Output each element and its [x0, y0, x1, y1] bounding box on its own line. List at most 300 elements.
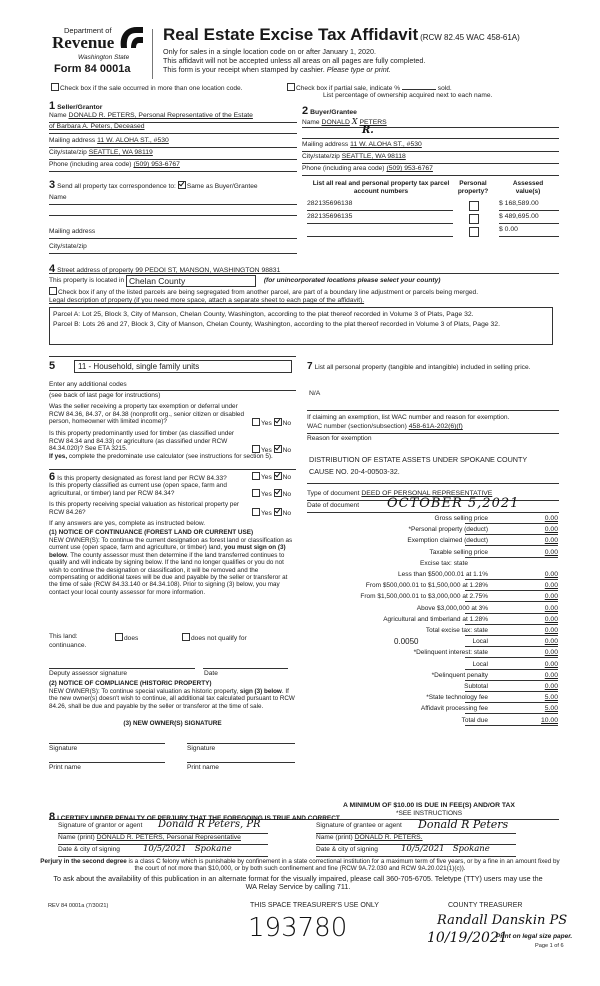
personal-property-line: [307, 410, 559, 411]
section6-q1-text: Is this property designated as forest land per RCW 84.33?: [57, 475, 227, 482]
parcel-assessed[interactable]: $ 0.00: [499, 226, 559, 237]
seller-city-label: City/state/zip: [49, 149, 87, 156]
correspondence-heading: [49, 179, 258, 191]
tax-local-row: [300, 638, 558, 648]
tax-row: [300, 549, 558, 559]
owner-signature-line-1[interactable]: [49, 743, 165, 744]
doc-date-label: Date of document: [307, 502, 360, 509]
owner-print-line-2[interactable]: [187, 762, 295, 763]
tax-row-leader: [465, 523, 489, 524]
seller-name-line-2: [49, 123, 297, 134]
doc-date-field[interactable]: OCTOBER 5,2021: [387, 496, 520, 511]
buyer-name-initial: R.: [362, 125, 374, 136]
tax-row-label: Local: [472, 660, 488, 668]
agency-line1: Department of: [64, 26, 112, 35]
buyer-name-last[interactable]: PETERS: [359, 119, 387, 126]
tax-row-value[interactable]: 0.00: [544, 660, 558, 668]
notice2-text-b: . If the new owner(s) doesn't wish to continue, all additional tax calculated pursuant to RCW 84.26, shall be due and payable by the seller or transferor at the time of sale.: [49, 688, 295, 710]
tax-row-line: [489, 635, 558, 636]
tax-row: [300, 571, 558, 581]
grantee-name-field[interactable]: DONALD R. PETERS.: [354, 834, 423, 841]
tax-row: [300, 616, 558, 626]
tax-row-label: Less than $500,000.01 at 1.1%: [398, 571, 488, 578]
owner-print-label-1: Print name: [49, 764, 81, 771]
tax-row: [300, 593, 558, 603]
grantor-signature-line: [58, 819, 268, 834]
grantee-signature[interactable]: Donald R Peters: [418, 818, 509, 831]
deputy-signature-label: Deputy assessor signature: [49, 670, 128, 677]
q1-no-checkbox[interactable]: [274, 418, 282, 426]
does-qualify-checkbox[interactable]: [115, 633, 123, 641]
seller-mailing-line: [49, 137, 297, 148]
property-street-label: Street address of property: [57, 267, 134, 274]
tax-row-value[interactable]: 0.00: [544, 615, 558, 623]
tax-row-line: [489, 601, 558, 602]
alt-format-notice: To ask about the availability of this publication in an alternate format for the visually impaired, please call 360-705-6705. Teletype (TTY) users may use the WA Relay Service by calling 711.: [53, 874, 543, 891]
notice2-body: [49, 688, 296, 710]
tax-row-leader: [465, 590, 489, 591]
tax-row-value[interactable]: 0.00: [544, 604, 558, 612]
tax-row-label: Total excise tax: state: [425, 627, 488, 634]
grantor-signature[interactable]: Donald R Peters, PR: [158, 819, 261, 830]
does-label: does: [124, 635, 139, 642]
grantor-name-label: Name (print): [58, 834, 95, 841]
parcel-row: [307, 213, 559, 224]
correspondence-section-number: 3: [49, 179, 56, 191]
tax-row-label: Exemption claimed (deduct): [407, 537, 488, 545]
receipt-number: 193780: [248, 913, 348, 943]
doc-date-line: [307, 496, 559, 513]
section8-heading-text: I CERTIFY UNDER PENALTY OF PERJURY THAT THE FOREGOING IS TRUE AND CORRECT: [57, 815, 340, 822]
does-not-checkbox-row[interactable]: [182, 633, 247, 642]
agency-logo: [52, 26, 144, 78]
does-checkbox-row[interactable]: [115, 633, 138, 642]
tax-row-leader: [465, 680, 489, 681]
section5-number-text: 5: [49, 360, 56, 372]
tax-row-label: *State technology fee: [426, 694, 488, 702]
buyer-section-number: 2: [302, 105, 309, 117]
tax-row-label: From $1,500,000.01 to $3,000,000 at 2.75%: [360, 593, 488, 601]
tax-row-value[interactable]: 0.00: [544, 571, 558, 578]
seller-name-field-2[interactable]: of Barbara A. Peters, Deceased: [49, 123, 145, 130]
section6-q3: [49, 501, 249, 516]
property-street-field[interactable]: 99 PEDOI ST, MANSON, WASHINGTON 98831: [135, 267, 281, 274]
tax-row-line: [489, 545, 558, 546]
owner-print-line-1[interactable]: [49, 762, 165, 763]
tax-row-leader: [465, 601, 489, 602]
revenue-logo-icon: [117, 24, 145, 52]
section5-q1-text: Was the seller receiving a property tax exemption or deferral under RCW 84.36, 84.37, or 84.38 (nonprofit org., senior citizen or disabled person, homeowner with limited income)?: [49, 403, 245, 426]
tax-row-line: [489, 725, 558, 726]
q2-note-bold: If yes,: [49, 453, 68, 460]
section6-q2: [49, 482, 249, 497]
tax-row-value[interactable]: 0.00: [544, 627, 558, 634]
tax-row-leader: [465, 702, 489, 703]
section5-q2-text: Is this property predominantly used for timber (as classified under RCW 84.34 and 84.33) or agriculture (as classified under RCW 84.34.020)? See ETA 3215.: [49, 430, 235, 453]
tax-row-label: *Delinquent interest: state: [413, 649, 488, 657]
tax-row-value[interactable]: 0.00: [544, 582, 558, 590]
tax-row-label: Above $3,000,000 at 3%: [416, 604, 488, 612]
excise-state-heading: Excise tax: state: [419, 559, 468, 567]
section6-q3-answer: [252, 508, 291, 517]
property-county-row: [49, 275, 440, 287]
tax-row-label: *Delinquent penalty: [431, 671, 488, 679]
tax-row-leader: [465, 534, 489, 535]
no-label: No: [282, 447, 292, 454]
grantor-signature-label: Signature of grantor or agent: [58, 822, 143, 829]
seller-phone-label: Phone (including area code): [49, 161, 132, 168]
parcel-col-account: List all real and personal property tax parcel account numbers: [312, 180, 450, 195]
tax-row-line: [489, 590, 558, 591]
page-number: Page 1 of 6: [535, 943, 564, 949]
no-label: No: [282, 510, 292, 517]
tax-row-line: [489, 669, 558, 670]
owner-signature-label-2: Signature: [187, 745, 216, 752]
tax-row-value[interactable]: 0.00: [544, 649, 558, 657]
correspondence-mailing-line: [49, 228, 297, 239]
buyer-mailing-label: Mailing address: [302, 141, 349, 148]
section5-q2: [49, 430, 244, 453]
notice2-text-a: NEW OWNER(S): To continue special valuation as historic property,: [49, 688, 239, 695]
notice3-title: (3) NEW OWNER(S) SIGNATURE: [123, 720, 222, 727]
tax-row-value[interactable]: 0.00: [544, 515, 558, 522]
minimum-due-note: A MINIMUM OF $10.00 IS DUE IN FEE(S) AND/OR TAX: [343, 802, 515, 809]
see-instructions-note: *SEE INSTRUCTIONS: [395, 810, 463, 817]
grantee-signature-line: [316, 818, 516, 834]
owner-signature-label-1: Signature: [49, 745, 78, 752]
seller-phone-field[interactable]: (509) 953-6767: [133, 161, 180, 168]
seller-section-number: 1: [49, 100, 56, 112]
tax-row-value[interactable]: 0.00: [544, 548, 558, 556]
notice1-bold: you must sign on (3) below: [49, 544, 286, 559]
buyer-name-strikeout: X: [351, 117, 358, 126]
yes-label: Yes: [261, 510, 272, 517]
deputy-signature-line[interactable]: [49, 668, 195, 669]
yes-label: Yes: [261, 491, 272, 498]
section6-divider: [49, 469, 296, 470]
perjury-bold: Perjury in the second degree: [40, 858, 127, 865]
local-label: Local: [472, 638, 488, 646]
segregated-label: Check box if any of the listed parcels are being segregated from another parcel, are part of a boundary line adjustment or parcels being merged.: [58, 289, 479, 296]
continuance-label: continuance.: [49, 642, 87, 649]
tax-row-leader: [465, 557, 489, 558]
property-street-line: [49, 263, 559, 274]
header-note-3: [163, 65, 391, 74]
form-title-text: Real Estate Excise Tax Affidavit: [163, 25, 419, 44]
grantor-date-line: [58, 846, 268, 857]
tax-row-line: [489, 713, 558, 714]
grantee-date-field[interactable]: 10/5/2021 Spokane: [401, 844, 490, 854]
tax-row: [300, 582, 558, 592]
parcel-personal-checkbox[interactable]: [469, 214, 479, 224]
tax-row-line: [489, 534, 558, 535]
grantee-signature-label: Signature of grantee or agent: [316, 822, 402, 829]
q1-yes-checkbox[interactable]: [252, 418, 260, 426]
deputy-date-label: Date: [204, 670, 218, 677]
tax-row-line: [489, 579, 558, 580]
seller-city-field[interactable]: SEATTLE, WA 98119: [88, 149, 153, 156]
tax-row-leader: [465, 635, 489, 636]
grantee-name-label: Name (print): [316, 834, 353, 841]
partial-sale-checkbox-row[interactable]: [287, 83, 452, 92]
section6-q2-text: Is this property classified as current use (open space, farm and agricultural, or timber) land per RCW 84.34?: [49, 482, 227, 497]
form-citation: (RCW 82.45 WAC 458-61A): [420, 33, 520, 42]
multi-location-checkbox-row[interactable]: [51, 83, 243, 92]
tax-row-value[interactable]: 0.00: [544, 537, 558, 545]
tax-row: [300, 661, 558, 671]
seller-heading-text: Seller/Grantor: [57, 104, 103, 111]
tax-row-leader: [465, 657, 489, 658]
buyer-city-line: [302, 153, 559, 164]
parcel-col-assessed: Assessed value(s): [512, 180, 544, 195]
tax-row-value[interactable]: 0.00: [544, 593, 558, 601]
deputy-date-line[interactable]: [203, 668, 288, 669]
tax-row: [300, 526, 558, 536]
tax-row-label: Total due: [461, 716, 488, 724]
tax-row-label: Affidavit processing fee: [420, 705, 488, 713]
tax-row-value[interactable]: 5.00: [544, 705, 558, 713]
exemption-note: If claiming an exemption, list WAC number and reason for exemption.: [307, 414, 510, 421]
seller-mailing-label: Mailing address: [49, 137, 96, 144]
forest-no-checkbox[interactable]: [274, 472, 282, 480]
q2-yes-checkbox[interactable]: [252, 445, 260, 453]
reason-label: Reason for exemption: [307, 435, 372, 442]
doc-type-field[interactable]: DEED OF PERSONAL REPRESENTATIVE: [361, 490, 493, 497]
section6-instructions: If any answers are yes, complete as instructed below.: [49, 520, 206, 527]
parcel-personal-checkbox[interactable]: [469, 227, 479, 237]
partial-sale-checkbox[interactable]: [287, 83, 295, 91]
parcel-row: [307, 200, 559, 211]
buyer-city-field[interactable]: SEATTLE, WA 98118: [341, 153, 406, 160]
yes-label: Yes: [261, 474, 272, 481]
yes-label: Yes: [261, 420, 272, 427]
ownership-note: List percentage of ownership acquired next to each name.: [323, 92, 493, 99]
historic-yes-checkbox[interactable]: [252, 508, 260, 516]
grantor-name-field[interactable]: DONALD R. PETERS, Personal Representative: [96, 834, 241, 841]
tax-row-line: [489, 646, 558, 647]
agency-line2: Revenue: [52, 33, 115, 52]
tax-row-label: *Personal property (deduct): [408, 526, 488, 534]
tax-row-leader: [465, 545, 489, 546]
county-select[interactable]: Chelan County: [126, 275, 256, 287]
grantee-date-line: [316, 846, 516, 857]
forest-yes-checkbox[interactable]: [252, 472, 260, 480]
personal-property-field[interactable]: N/A: [309, 390, 321, 397]
correspondence-name-line-2[interactable]: [49, 214, 297, 216]
county-treasurer-label: COUNTY TREASURER: [448, 902, 523, 909]
header-divider: [152, 29, 153, 79]
parcel-account[interactable]: [307, 226, 453, 237]
section6-number: 6: [49, 471, 56, 483]
section6-q3-text: Is this property receiving special valuation as historical property per RCW 84.26?: [49, 501, 240, 516]
tax-row-line: [489, 657, 558, 658]
tax-row: [300, 649, 558, 659]
seller-heading: [49, 100, 102, 112]
treasurer-use-label: THIS SPACE TREASURER'S USE ONLY: [250, 902, 379, 909]
tax-row: [300, 537, 558, 547]
seller-name-label: Name: [49, 112, 67, 119]
grantor-date-label: Date & city of signing: [58, 846, 120, 853]
buyer-heading-text: Buyer/Grantee: [310, 109, 357, 116]
additional-codes-label: Enter any additional codes: [49, 381, 127, 388]
form-number: Form 84 0001a: [54, 63, 131, 75]
header-note-3-italic: Please type or print.: [326, 65, 391, 74]
buyer-name-line-2: [302, 125, 559, 139]
section7-heading-text: List all personal property (tangible and intangible) included in selling price.: [314, 364, 531, 371]
use-code-select[interactable]: 11 - Household, single family units: [74, 360, 292, 373]
tax-row-value[interactable]: 0.00: [544, 671, 558, 679]
tax-row-value[interactable]: 10.00: [540, 716, 558, 724]
section7-heading: [307, 363, 559, 372]
correspondence-heading-text: Send all property tax correspondence to:: [57, 183, 176, 190]
section5-q1: [49, 403, 249, 426]
tax-row-leader: [465, 579, 489, 580]
form-title: [163, 25, 520, 45]
seller-mailing-field[interactable]: 11 W. ALOHA ST., #530: [97, 137, 169, 144]
local-value[interactable]: 0.00: [544, 638, 558, 646]
buyer-phone-line: [302, 165, 559, 176]
tax-row: [300, 627, 558, 637]
tax-row-label: From $500,000.01 to $1,500,000 at 1.28%: [365, 582, 488, 590]
parcel-account[interactable]: 282135696135: [307, 213, 453, 224]
tax-row-label: Taxable selling price: [429, 548, 488, 556]
parcel-assessed[interactable]: $ 489,695.00: [499, 213, 559, 224]
buyer-name-line: [302, 117, 559, 128]
property-located-label: This property is located in: [49, 277, 125, 284]
buyer-phone-field[interactable]: (509) 953-6767: [386, 165, 433, 172]
no-label: No: [282, 474, 292, 481]
segregated-checkbox[interactable]: [49, 287, 57, 295]
notice2-bold: sign (3) below: [239, 688, 282, 695]
buyer-heading: [302, 105, 357, 117]
reason-line: [307, 483, 559, 484]
wac-line: [307, 423, 559, 434]
multi-location-label: Check box if the sale occurred in more than one location code.: [60, 85, 243, 92]
seller-name-line: [49, 112, 297, 123]
tax-row-line: [489, 523, 558, 524]
does-not-label: does not qualify for: [191, 635, 247, 642]
section5-number: [49, 360, 57, 372]
q2-note-text: complete the predominate use calculator (see instructions for section 5).: [68, 453, 273, 460]
tax-row-line: [489, 691, 558, 692]
current-use-yes-checkbox[interactable]: [252, 489, 260, 497]
tax-row-line: [489, 624, 558, 625]
property-section-number: 4: [49, 263, 56, 275]
same-as-buyer-checkbox[interactable]: [178, 181, 186, 189]
notice1-title: (1) NOTICE OF CONTINUANCE (FOREST LAND OR CURRENT USE): [49, 529, 254, 536]
treasurer-signature: Randall Danskin PS: [437, 913, 568, 928]
correspondence-city-line: [49, 243, 297, 254]
local-rate: 0.0050: [394, 637, 419, 647]
perjury-notice: [36, 858, 564, 873]
tax-row: [300, 605, 558, 615]
segregated-checkbox-row[interactable]: [49, 287, 478, 296]
partial-sale-percent-field[interactable]: [402, 89, 436, 90]
no-label: No: [282, 420, 292, 427]
tax-row-line: [489, 613, 558, 614]
tax-row-label: Agricultural and timberland at 1.28%: [383, 615, 488, 623]
correspondence-mailing-label: Mailing address: [49, 228, 96, 235]
section5-divider: [49, 356, 296, 357]
buyer-phone-label: Phone (including area code): [302, 165, 385, 172]
tax-row-value[interactable]: 0.00: [544, 526, 558, 534]
notice1-body: [49, 537, 296, 596]
tax-row-leader: [465, 646, 489, 647]
doc-type-label: Type of document: [307, 490, 360, 497]
tax-row-leader: [465, 669, 489, 670]
wac-field[interactable]: 458-61A-202(6)(f): [408, 423, 463, 430]
buyer-name-label: Name: [302, 119, 320, 126]
same-as-buyer-label: Same as Buyer/Grantee: [186, 183, 258, 190]
header-note-2: This affidavit will not be accepted unless all areas on all pages are fully completed.: [163, 56, 426, 65]
agency-state: Washington State: [78, 54, 130, 61]
buyer-name-first[interactable]: DONALD: [321, 119, 350, 126]
tax-row-leader: [465, 713, 489, 714]
section6-q2-answer: [252, 489, 291, 498]
tax-row-leader: [465, 613, 489, 614]
parcel-col-personal: Personal property?: [457, 180, 489, 195]
q2-no-checkbox[interactable]: [274, 445, 282, 453]
tax-row-value[interactable]: 0.00: [544, 683, 558, 690]
tax-row-line: [489, 557, 558, 558]
buyer-mailing-field[interactable]: 11 W. ALOHA ST., #530: [350, 141, 422, 148]
notice2-title: (2) NOTICE OF COMPLIANCE (HISTORIC PROPERTY): [49, 680, 212, 687]
revision-label: REV 84 0001a (7/30/21): [48, 903, 109, 909]
section7-number: 7: [307, 361, 313, 372]
reason-field[interactable]: DISTRIBUTION OF ESTATE ASSETS UNDER SPOKANE COUNTY CAUSE NO. 20-4-00503-32.: [309, 455, 528, 476]
section8-number: 8: [49, 811, 56, 823]
legal-description-label: Legal description of property (if you need more space, attach a separate sheet to each page of the affidavit).: [49, 297, 365, 304]
grantor-date-field[interactable]: 10/5/2021 Spokane: [143, 844, 232, 854]
multi-location-checkbox[interactable]: [51, 83, 59, 91]
header-note-3-text: This form is your receipt when stamped by cashier.: [163, 65, 325, 74]
legal-parcel-a: Parcel A: Lot 25, Block 3, City of Manson, Chelan County, Washington, according to the plat thereof recorded in Volume 3 of Plats, Page 32.: [53, 311, 474, 318]
correspondence-name-label: Name: [49, 194, 67, 201]
parcel-personal-checkbox[interactable]: [469, 201, 479, 211]
parcel-account[interactable]: 282135696138: [307, 200, 453, 211]
partial-sale-label: Check box if partial sale, indicate %: [296, 85, 401, 92]
tax-row: [300, 717, 558, 727]
seller-phone-line: [49, 161, 297, 172]
no-label: No: [282, 491, 292, 498]
additional-codes-line: [49, 381, 296, 391]
section6-q1-answer: [252, 472, 291, 481]
owner-signature-line-2[interactable]: [187, 743, 295, 744]
notice1-text-a: NEW OWNER(S): To continue the current designation as forest land or classification as current use (open space, farm and agriculture, or timber) land,: [49, 537, 293, 552]
legal-paper-note: Print on legal size paper.: [496, 933, 573, 940]
seller-name-field[interactable]: DONALD R. PETERS, Personal Representative of the Estate: [68, 112, 253, 119]
legal-description-box[interactable]: [49, 307, 553, 345]
buyer-city-label: City/state/zip: [302, 153, 340, 160]
perjury-text: is a class C felony which is punishable by confinement in a state correctional institution for a maximum term of five years, or by a fine in an amount fixed by the court of not more than $10,000, or by both such confinement and fine (RCW 9A.72.030 and RCW 9A.20.021(1)(c)).: [128, 858, 560, 873]
historic-no-checkbox[interactable]: [274, 508, 282, 516]
owner-print-label-2: Print name: [187, 764, 219, 771]
tax-row-label: Gross selling price: [434, 515, 488, 522]
tax-row-label: Subtotal: [464, 683, 488, 690]
does-not-qualify-checkbox[interactable]: [182, 633, 190, 641]
this-land-label: This land:: [49, 633, 78, 640]
notice1-text-b: . The county assessor must then determine if the land transferred continues to qualify and will indicate by signing below. If the land no longer qualifies or you do not wish to continue the designation or classification, it will be removed and the compensating or additional taxes will be due and payable by the seller or transferor at the time of sale (RCW 84.33.140 or 84.34.108). Prior to signing (3) below, you may contact your local county assessor for more information.: [49, 551, 288, 596]
tax-row-value[interactable]: 5.00: [544, 694, 558, 702]
tax-row-leader: [465, 624, 489, 625]
tax-row: [300, 515, 558, 525]
tax-row-leader: [465, 725, 489, 726]
current-use-no-checkbox[interactable]: [274, 489, 282, 497]
yes-label: Yes: [261, 447, 272, 454]
tax-row-line: [489, 680, 558, 681]
parcel-assessed[interactable]: $ 168,589.00: [499, 200, 559, 211]
correspondence-city-label: City/state/zip: [49, 243, 87, 250]
